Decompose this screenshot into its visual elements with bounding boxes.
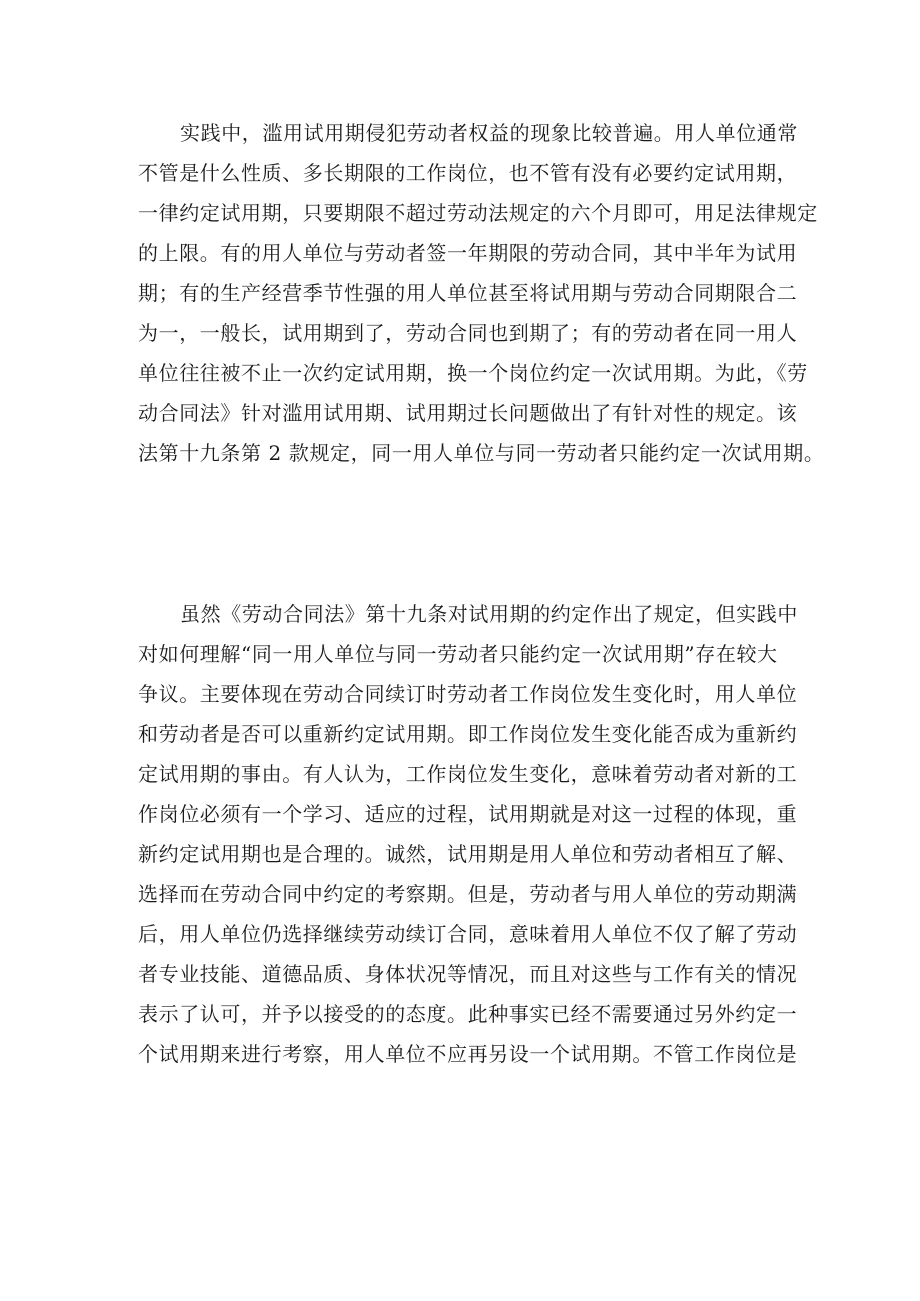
text-line: 单位往往被不止一次约定试用期，换一个岗位约定一次试用期。为此，《劳	[138, 361, 808, 385]
text-line: 新约定试用期也是合理的。诚然，试用期是用人单位和劳动者相互了解、	[138, 842, 798, 866]
text-line: 个试用期来进行考察，用人单位不应再另设一个试用期。不管工作岗位是	[138, 1042, 798, 1066]
text-line: 选择而在劳动合同中约定的考察期。但是，劳动者与用人单位的劳动期满	[138, 882, 798, 906]
text-line: 实践中，滥用试用期侵犯劳动者权益的现象比较普遍。用人单位通常	[180, 121, 798, 145]
text-line: 一律约定试用期，只要期限不超过劳动法规定的六个月即可，用足法律规定	[138, 201, 818, 225]
text-line: 的上限。有的用人单位与劳动者签一年期限的劳动合同，其中半年为试用	[138, 241, 798, 265]
text-line: 期；有的生产经营季节性强的用人单位甚至将试用期与劳动合同期限合二	[138, 281, 798, 305]
text-line: 对如何理解“同一用人单位与同一劳动者只能约定一次试用期”存在较大	[138, 642, 778, 666]
text-line: 动合同法》针对滥用试用期、试用期过长问题做出了有针对性的规定。该	[138, 401, 798, 425]
text-line: 争议。主要体现在劳动合同续订时劳动者工作岗位发生变化时，用人单位	[138, 682, 798, 706]
text-line: 和劳动者是否可以重新约定试用期。即工作岗位发生变化能否成为重新约	[138, 722, 798, 746]
text-line: 表示了认可，并予以接受的的态度。此种事实已经不需要通过另外约定一	[138, 1002, 798, 1026]
text-line: 为一，一般长，试用期到了，劳动合同也到期了；有的劳动者在同一用人	[138, 321, 798, 345]
text-line: 后，用人单位仍选择继续劳动续订合同，意味着用人单位不仅了解了劳动	[138, 922, 798, 946]
paragraph-contract-renewal-dispute	[138, 594, 798, 1074]
text-line: 者专业技能、道德品质、身体状况等情况，而且对这些与工作有关的情况	[138, 962, 798, 986]
text-line: 定试用期的事由。有人认为，工作岗位发生变化，意味着劳动者对新的工	[138, 762, 798, 786]
text-line: 作岗位必须有一个学习、适应的过程，试用期就是对这一过程的体现，重	[138, 802, 798, 826]
paragraph-probation-abuse	[138, 113, 825, 473]
text-line: 不管是什么性质、多长期限的工作岗位，也不管有没有必要约定试用期，	[138, 161, 798, 185]
text-line: 法第十九条第 2 款规定，同一用人单位与同一劳动者只能约定一次试用期。	[138, 441, 825, 465]
text-line: 虽然《劳动合同法》第十九条对试用期的约定作出了规定，但实践中	[180, 602, 798, 626]
